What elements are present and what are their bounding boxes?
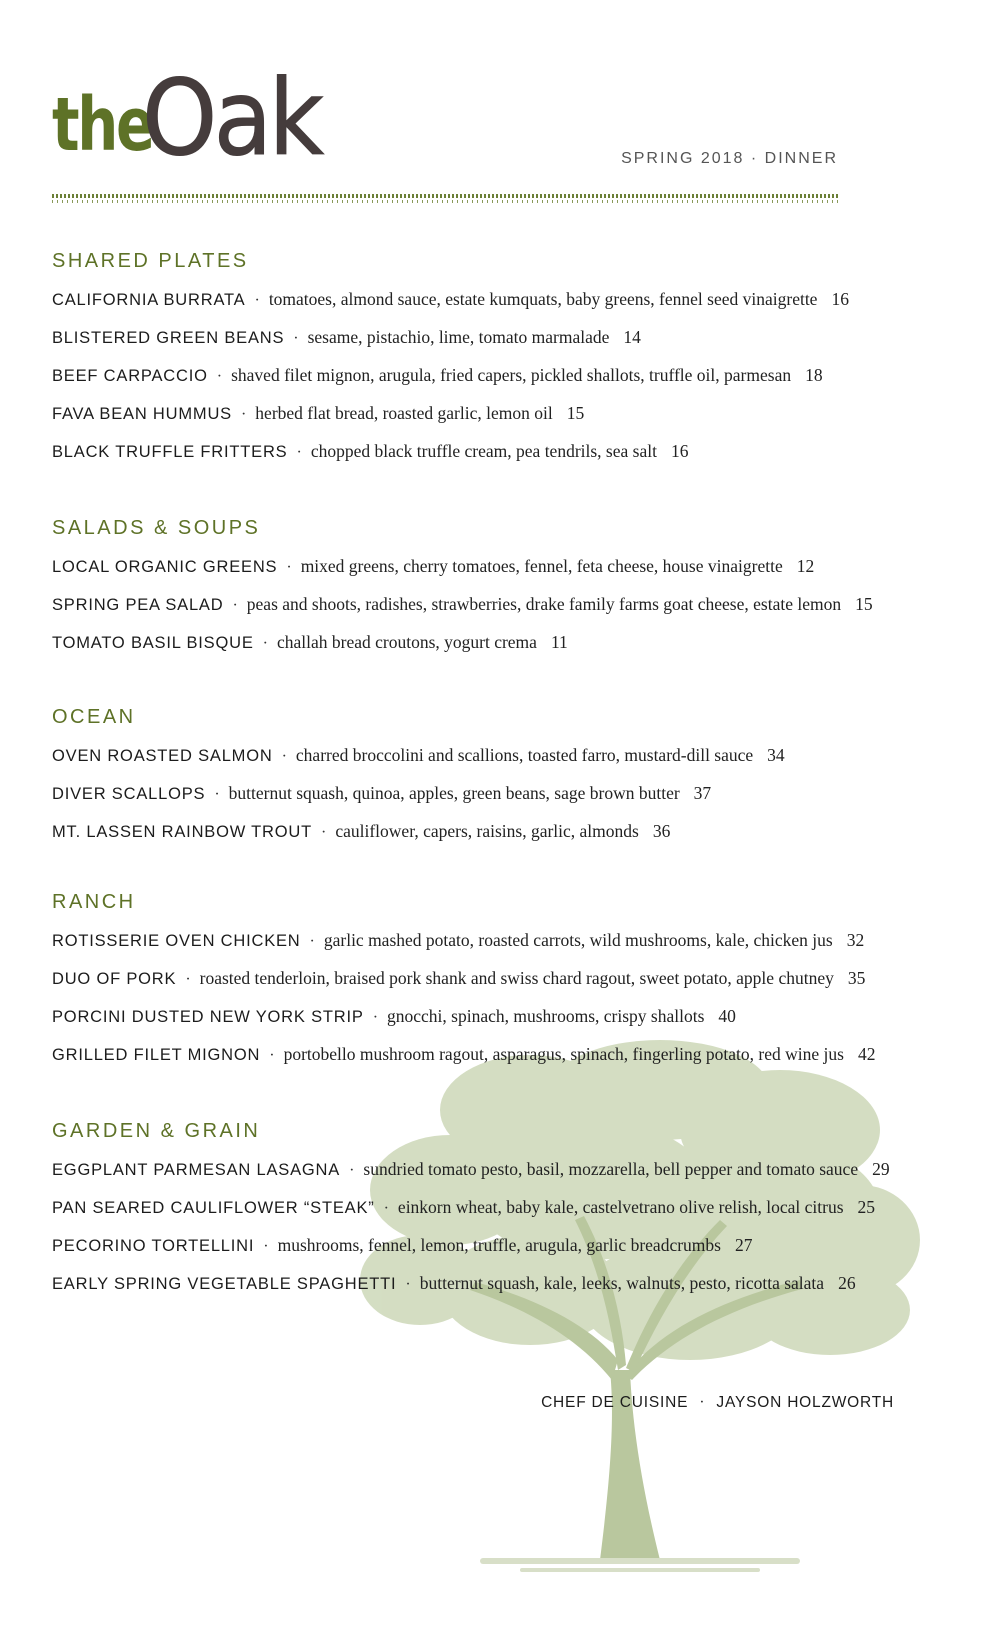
- item-separator: ·: [185, 971, 191, 988]
- menu-item: [52, 1195, 890, 1233]
- menu-item: [52, 743, 785, 781]
- item-separator: ·: [349, 1162, 355, 1179]
- item-description: roasted tenderloin, braised pork shank and swiss chard ragout, sweet potato, apple chutney: [199, 968, 834, 988]
- item-price: 12: [796, 556, 815, 576]
- section-title: OCEAN: [52, 706, 136, 728]
- item-name: FAVA BEAN HUMMUS: [52, 405, 232, 423]
- chef-label: CHEF DE CUISINE: [541, 1394, 689, 1411]
- chef-name: JAYSON HOLZWORTH: [716, 1394, 894, 1411]
- item-description: butternut squash, quinoa, apples, green beans, sage brown butter: [228, 783, 680, 803]
- menu-item: [52, 819, 785, 857]
- item-price: 32: [846, 930, 865, 950]
- item-price: 29: [872, 1159, 890, 1179]
- menu-item: [52, 1271, 890, 1309]
- menu-item: [52, 1157, 890, 1195]
- item-price: 15: [566, 403, 585, 423]
- item-name: DIVER SCALLOPS: [52, 785, 206, 803]
- item-name: BEEF CARPACCIO: [52, 367, 208, 385]
- item-description: challah bread croutons, yogurt crema: [276, 632, 537, 652]
- item-separator: ·: [383, 1200, 389, 1217]
- menu-item: [52, 401, 849, 439]
- menu-item: [52, 781, 785, 819]
- item-price: 34: [767, 745, 785, 765]
- item-name: EGGPLANT PARMESAN LASAGNA: [52, 1161, 341, 1179]
- item-description: einkorn wheat, baby kale, castelvetrano olive relish, local citrus: [397, 1197, 844, 1217]
- item-separator: ·: [293, 330, 299, 347]
- menu-edition: SPRING 2018 · DINNER: [621, 150, 838, 167]
- item-separator: ·: [216, 368, 223, 385]
- menu-item: [52, 630, 873, 668]
- section-title: RANCH: [52, 891, 136, 913]
- menu-item: [52, 592, 873, 630]
- menu-item: [52, 1042, 875, 1080]
- menu-item: [52, 1004, 875, 1042]
- item-name: SPRING PEA SALAD: [52, 596, 224, 614]
- item-description: chopped black truffle cream, pea tendrils, sea salt: [310, 441, 657, 461]
- item-name: GRILLED FILET MIGNON: [52, 1046, 261, 1064]
- item-price: 26: [838, 1273, 856, 1293]
- item-price: 40: [718, 1006, 736, 1026]
- item-name: EARLY SPRING VEGETABLE SPAGHETTI: [52, 1275, 397, 1293]
- item-separator: ·: [286, 559, 292, 576]
- item-price: 16: [831, 289, 849, 309]
- logo-oak: Oak: [142, 57, 321, 179]
- item-name: LOCAL ORGANIC GREENS: [52, 558, 278, 576]
- item-price: 37: [693, 783, 712, 803]
- item-separator: ·: [263, 1238, 269, 1255]
- item-description: charred broccolini and scallions, toasted farro, mustard-dill sauce: [295, 745, 754, 765]
- chef-credit: [541, 1394, 894, 1412]
- item-separator: ·: [309, 933, 315, 950]
- item-description: mushrooms, fennel, lemon, truffle, arugula, garlic breadcrumbs: [277, 1235, 721, 1255]
- item-price: 16: [670, 441, 689, 461]
- item-separator: ·: [281, 748, 287, 765]
- menu-item: [52, 554, 873, 592]
- menu-item: [52, 439, 849, 477]
- item-price: 11: [550, 632, 568, 652]
- item-name: BLISTERED GREEN BEANS: [52, 329, 285, 347]
- item-description: garlic mashed potato, roasted carrots, wild mushrooms, kale, chicken jus: [323, 930, 833, 950]
- item-separator: ·: [240, 406, 247, 423]
- menu-item: [52, 287, 849, 325]
- logo-the: the: [52, 82, 153, 168]
- menu-item: [52, 928, 875, 966]
- item-separator: ·: [262, 635, 268, 652]
- item-separator: ·: [214, 786, 220, 803]
- item-description: peas and shoots, radishes, strawberries, drake family farms goat cheese, estate lemon: [246, 594, 842, 614]
- item-description: gnocchi, spinach, mushrooms, crispy shallots: [387, 1006, 705, 1026]
- item-price: 18: [805, 365, 823, 385]
- item-description: tomatoes, almond sauce, estate kumquats, baby greens, fennel seed vinaigrette: [268, 289, 818, 309]
- item-description: mixed greens, cherry tomatoes, fennel, feta cheese, house vinaigrette: [300, 556, 783, 576]
- section-ocean: [52, 706, 785, 857]
- item-name: ROTISSERIE OVEN CHICKEN: [52, 932, 301, 950]
- item-price: 27: [734, 1235, 753, 1255]
- item-description: butternut squash, kale, leeks, walnuts, pesto, ricotta salata: [419, 1273, 825, 1293]
- item-description: cauliflower, capers, raisins, garlic, almonds: [335, 821, 639, 841]
- section-garden-grain: [52, 1120, 890, 1309]
- item-description: sundried tomato pesto, basil, mozzarella, bell pepper and tomato sauce: [363, 1159, 859, 1179]
- item-separator: ·: [269, 1047, 275, 1064]
- item-description: portobello mushroom ragout, asparagus, spinach, fingerling potato, red wine jus: [283, 1044, 844, 1064]
- item-price: 25: [857, 1197, 876, 1217]
- section-salads-soups: [52, 517, 873, 668]
- item-separator: ·: [232, 597, 238, 614]
- item-price: 36: [652, 821, 671, 841]
- header-divider: [52, 193, 838, 205]
- item-name: DUO OF PORK: [52, 970, 177, 988]
- item-separator: ·: [372, 1009, 379, 1026]
- item-separator: ·: [405, 1276, 411, 1293]
- menu-item: [52, 966, 875, 1004]
- item-name: OVEN ROASTED SALMON: [52, 747, 273, 765]
- item-name: TOMATO BASIL BISQUE: [52, 634, 254, 652]
- chef-separator: ·: [699, 1394, 706, 1411]
- section-title: GARDEN & GRAIN: [52, 1120, 261, 1142]
- item-price: 15: [855, 594, 873, 614]
- item-price: 35: [847, 968, 866, 988]
- menu-item: [52, 325, 849, 363]
- section-ranch: [52, 891, 875, 1080]
- item-name: PORCINI DUSTED NEW YORK STRIP: [52, 1008, 364, 1026]
- item-description: sesame, pistachio, lime, tomato marmalade: [307, 327, 610, 347]
- item-separator: ·: [321, 824, 327, 841]
- menu-item: [52, 1233, 890, 1271]
- item-name: PAN SEARED CAULIFLOWER “STEAK”: [52, 1199, 375, 1217]
- item-name: PECORINO TORTELLINI: [52, 1237, 255, 1255]
- item-price: 14: [623, 327, 641, 347]
- item-name: MT. LASSEN RAINBOW TROUT: [52, 823, 313, 841]
- menu-item: [52, 363, 849, 401]
- item-separator: ·: [296, 444, 302, 461]
- section-title: SHARED PLATES: [52, 250, 249, 272]
- item-description: herbed flat bread, roasted garlic, lemon oil: [255, 403, 553, 423]
- item-price: 42: [857, 1044, 876, 1064]
- item-name: BLACK TRUFFLE FRITTERS: [52, 443, 288, 461]
- item-description: shaved filet mignon, arugula, fried capers, pickled shallots, truffle oil, parmesan: [231, 365, 792, 385]
- item-separator: ·: [254, 292, 260, 309]
- item-name: CALIFORNIA BURRATA: [52, 291, 246, 309]
- section-shared-plates: [52, 250, 849, 477]
- section-title: SALADS & SOUPS: [52, 517, 261, 539]
